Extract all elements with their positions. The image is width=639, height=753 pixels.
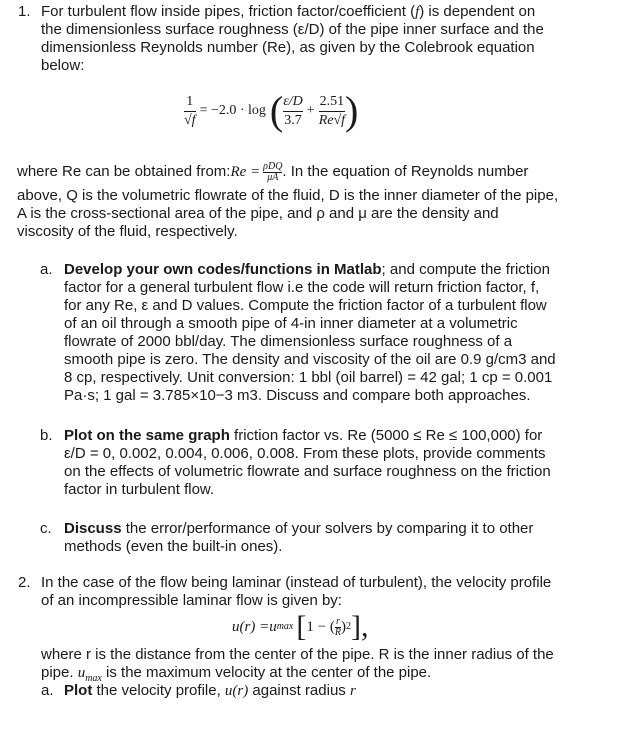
question-2-number: 2. — [18, 574, 31, 591]
q1-part-b-letter: b. — [40, 427, 53, 444]
q1-part-a-line-3: for any Re, ε and D values. Compute the friction factor of a turbulent flow — [64, 297, 547, 314]
q1-line-4: below: — [41, 57, 85, 74]
q2-line-2: of an incompressible laminar flow is given by: — [41, 592, 342, 609]
q1-after-line-1: above, Q is the volumetric flowrate of the fluid, D is the inner diameter of the pipe, — [17, 187, 559, 204]
q1-part-a-line-8: Pa·s; 1 gal = 3.785×10−3 m3. Discuss and compare both approaches. — [64, 387, 531, 404]
q1-after-line-3: viscosity of the fluid, respectively. — [17, 223, 238, 240]
re-fraction: $\frac{\text{ρDQ}}{\mu A}$ — [263, 160, 283, 183]
f-symbol: f — [415, 4, 420, 20]
q1-part-b-line-2: ε/D = 0, 0.002, 0.004, 0.006, 0.008. From these plots, provide comments — [64, 445, 546, 462]
term1-fraction: $\frac{\varepsilon/D}{3.7}$ — [283, 93, 303, 128]
q1-part-a-line-4: of an oil through a smooth pipe of 4-in inner diameter at a volumetric — [64, 315, 518, 332]
q2-part-a-letter: a. — [41, 682, 54, 699]
q1-part-c-letter: c. — [40, 520, 52, 537]
colebrook-equation: $\frac{1}{√f}$ = −2.0 · log ( $\frac{\varepsilon/D}{3.7}$ + $\frac{2.51}{Re√f}$ ) — [184, 88, 359, 133]
q1-part-b-line-3: on the effects of volumetric flowrate and surface roughness on the friction — [64, 463, 551, 480]
left-paren: ( — [269, 88, 284, 133]
q1-part-b-line-1: Plot on the same graph friction factor vs. Re (5000 ≤ Re ≤ 100,000) for — [64, 427, 543, 444]
q1-part-a-line-1: Develop your own codes/functions in Matlab; and compute the friction — [64, 261, 550, 278]
q2-after-line-2: pipe. $u_{max}$ is the maximum velocity at the center of the pipe. — [41, 664, 432, 684]
q1-line-3: dimensionless Reynolds number (Re), as given by the Colebrook equation — [41, 39, 535, 56]
reynolds-line: where Re can be obtained from: Re = $\frac{\text{ρDQ}}{\mu A}$ . In the equation of Reynolds number — [17, 160, 529, 183]
r-over-R: $\frac{r}{R}$ — [334, 615, 341, 638]
velocity-equation: u(r) = u max [ 1 − ( $\frac{r}{R}$ ) 2 ], — [232, 610, 369, 643]
q1-part-a-line-7: 8 cp, respectively. Unit conversion: 1 bbl (oil barrel) = 42 gal; 1 cp = 0.001 — [64, 369, 553, 386]
term2-fraction: $\frac{2.51}{Re√f}$ — [318, 93, 346, 128]
q2-part-a-line: Plot the velocity profile, u(r) against radius r — [64, 682, 356, 699]
q1-part-c-line-1: Discuss the error/performance of your solvers by comparing it to other — [64, 520, 534, 537]
q1-part-c-line-2: methods (even the built-in ones). — [64, 538, 283, 555]
right-paren: ) — [345, 88, 359, 133]
q1-after-line-2: A is the cross-sectional area of the pipe, and ρ and μ are the density and — [17, 205, 499, 222]
q1-part-a-letter: a. — [40, 261, 53, 278]
q1-part-a-line-2: factor for a general turbulent flow i.e the code will return friction factor, f, — [64, 279, 540, 296]
q2-line-1: In the case of the flow being laminar (instead of turbulent), the velocity profile — [41, 574, 552, 591]
question-1-number: 1. — [18, 3, 31, 20]
q2-after-line-1: where r is the distance from the center of the pipe. R is the inner radius of the — [41, 646, 554, 663]
lhs-fraction: $\frac{1}{√f}$ — [184, 93, 196, 128]
q1-line-1: For turbulent flow inside pipes, friction factor/coefficient (f) is dependent on — [41, 3, 536, 20]
q1-part-b-line-4: factor in turbulent flow. — [64, 481, 215, 498]
q1-part-a-line-5: flowrate of 2000 bbl/day. The dimensionless surface roughness of a — [64, 333, 513, 350]
q1-part-a-line-6: smooth pipe is zero. The density and viscosity of the oil are 0.9 g/cm3 and — [64, 351, 556, 368]
q1-line-2: the dimensionless surface roughness (ε/D) of the pipe inner surface and the — [41, 21, 544, 38]
